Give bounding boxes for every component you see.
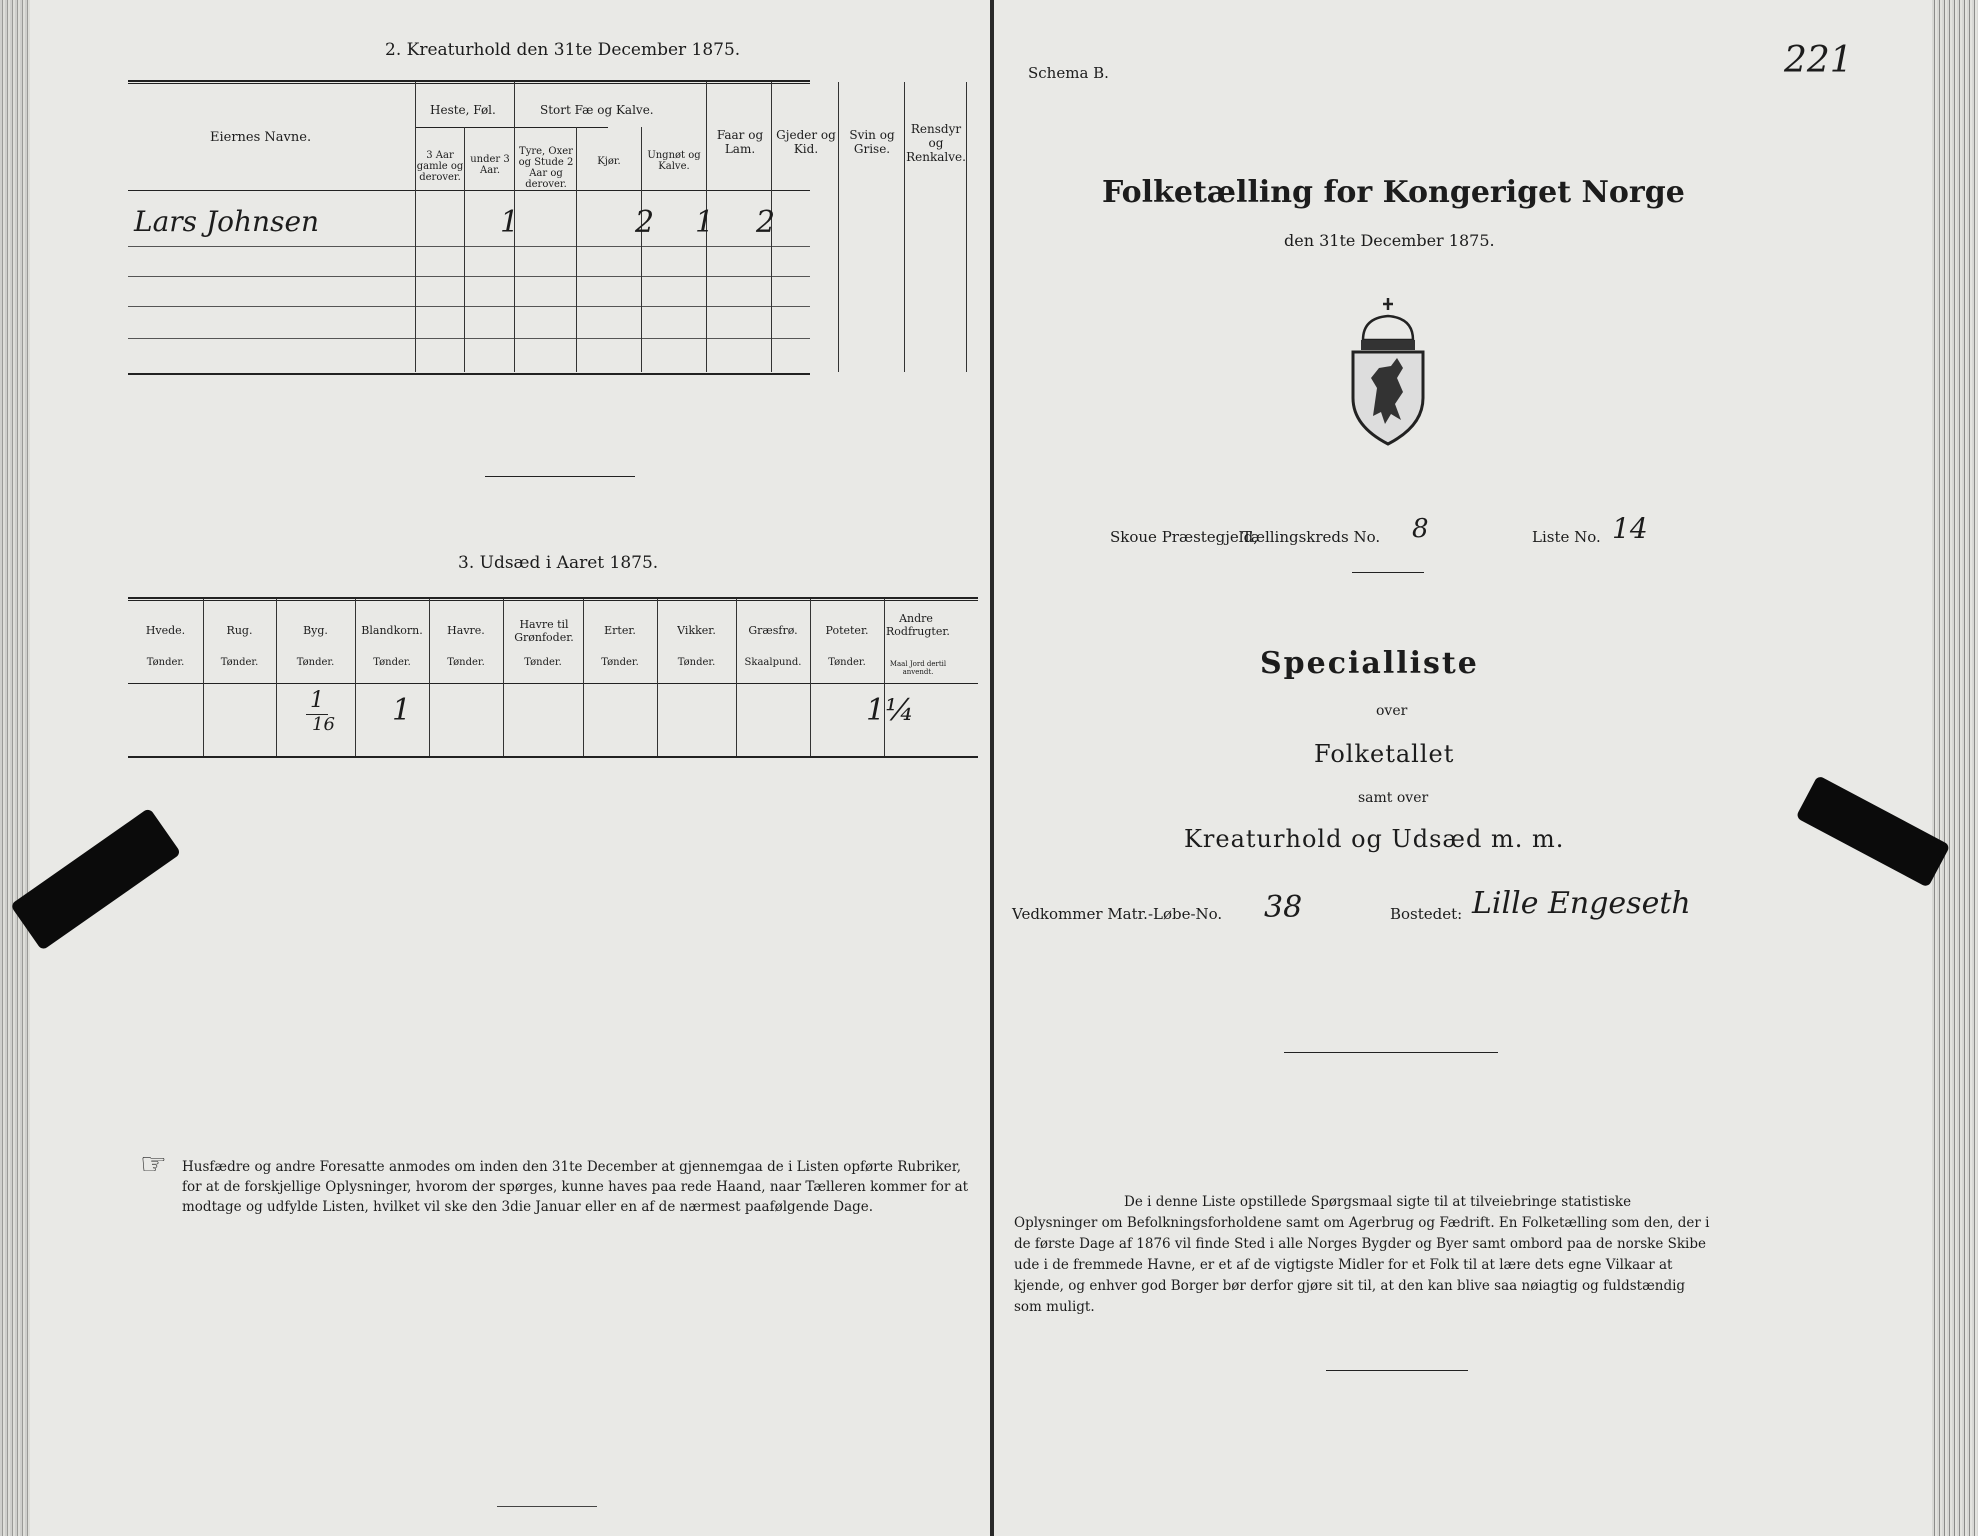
table3-col-rule xyxy=(429,599,430,756)
udsaed-unit: Tønder. xyxy=(601,657,639,668)
udsaed-unit: Maal Jord dertil anvendt. xyxy=(889,660,947,676)
footer-text: De i denne Liste opstillede Spørgsmaal sigte til at tilveiebringe statistiske Oplysninger om Befolkningsforholdene samt om Agerbrug og Fædrift. En Folketælling som den, der i de første Dage af 1876 vil finde Sted i alle Norges Bygder og Byer samt ombord paa de norske Skibe ude i de fremmede Havne, er et af de vigtigste Midler for et Folk til at lære dets egne Vilkaar at kjende, og enhver god Borger bør derfor gjøre sit til, at den kan blive saa nøiagtig og fuldstændig som muligt. xyxy=(1014,1194,1710,1315)
group-heste-header: Heste, Føl. xyxy=(430,103,496,117)
coat-of-arms-icon xyxy=(1347,296,1429,446)
section2-title: 2. Kreaturhold den 31te December 1875. xyxy=(385,40,741,60)
udsaed-unit: Tønder. xyxy=(524,657,562,668)
byg-denominator: 16 xyxy=(312,714,335,735)
udsaed-header-vikker: Vikker. xyxy=(677,624,716,637)
udsaed-unit: Skaalpund. xyxy=(744,657,802,668)
separator-rule xyxy=(1352,572,1424,573)
col-tyre-header: Tyre, Oxer og Stude 2 Aar og derover. xyxy=(518,146,574,190)
krets-value: 8 xyxy=(1412,514,1429,544)
udsaed-header-hvede: Hvede. xyxy=(145,624,186,637)
udsaed-header-poteter: Poteter. xyxy=(825,624,869,637)
poteter-value: 1¼ xyxy=(866,693,915,728)
table2-header-rule xyxy=(128,190,810,191)
kreaturhold-title: Kreaturhold og Udsæd m. m. xyxy=(1184,825,1565,853)
main-title: Folketælling for Kongeriget Norge xyxy=(1102,175,1685,210)
udsaed-unit: Tønder. xyxy=(220,657,259,668)
table2-row-rule xyxy=(128,306,810,307)
bottom-rule xyxy=(1326,1370,1468,1371)
page-number: 221 xyxy=(1784,40,1853,81)
udsaed-unit: Tønder. xyxy=(677,657,716,668)
col-gjeder-header: Gjeder og Kid. xyxy=(776,128,836,156)
folketallet-title: Folketallet xyxy=(1314,740,1455,768)
udsaed-unit: Tønder. xyxy=(828,657,866,668)
matr-value: 38 xyxy=(1264,890,1303,925)
table2-col-rule xyxy=(838,82,839,372)
owner-name: Lars Johnsen xyxy=(134,205,320,238)
separator-rule xyxy=(485,476,635,477)
over-label: over xyxy=(1376,703,1408,719)
presteg-label: Skoue Præstegjeld, xyxy=(1110,528,1258,546)
table3-col-rule xyxy=(583,599,584,756)
table3-header-rule xyxy=(128,683,978,684)
udsaed-header-graesfro: Græsfrø. xyxy=(748,624,798,637)
table2-row-rule xyxy=(128,338,810,339)
faar-value: 2 xyxy=(756,205,776,240)
byg-numerator: 1 xyxy=(310,688,324,713)
table2-col-rule xyxy=(415,82,416,372)
bostedet-value: Lille Engeseth xyxy=(1472,886,1691,921)
table3-col-rule xyxy=(203,599,204,756)
col-ungnot-header: Ungnøt og Kalve. xyxy=(647,150,701,172)
col-kjor-header: Kjør. xyxy=(597,156,621,167)
table2-col-rule xyxy=(904,82,905,372)
blandkorn-value: 1 xyxy=(392,693,412,728)
udsaed-header-havre: Havre. xyxy=(447,624,485,637)
table2-row-rule xyxy=(128,276,810,277)
table2-col-rule xyxy=(576,127,577,372)
table2-top-rule xyxy=(128,80,810,82)
table2-bottom-rule xyxy=(128,373,810,375)
udsaed-unit: Tønder. xyxy=(447,657,485,668)
udsaed-header-byg: Byg. xyxy=(303,624,328,637)
col-heste-a-header: 3 Aar gamle og derover. xyxy=(416,150,464,183)
kjor-value: 2 xyxy=(635,205,655,240)
book-right-edge xyxy=(1932,0,1978,1536)
pointing-hand-icon: ☞ xyxy=(140,1147,167,1182)
bostedet-label: Bostedet: xyxy=(1390,905,1463,923)
specialliste-title: Specialliste xyxy=(1260,646,1479,681)
udsaed-header-havre-gronfoder: Havre til Grønfoder. xyxy=(514,618,574,644)
udsaed-unit: Tønder. xyxy=(373,657,411,668)
udsaed-header-andre: Andre Rodfrugter. xyxy=(886,612,950,638)
krets-label: Tællingskreds No. xyxy=(1242,528,1381,546)
liste-label: Liste No. xyxy=(1532,528,1601,546)
table3-top-rule-thin xyxy=(128,600,978,601)
col-owner-header: Eiernes Navne. xyxy=(210,130,312,145)
bottom-rule xyxy=(497,1506,597,1507)
table3-col-rule xyxy=(657,599,658,756)
table2-col-rule xyxy=(464,127,465,372)
schema-label: Schema B. xyxy=(1028,64,1109,82)
table3-col-rule xyxy=(355,599,356,756)
heste-under-3-value: 1 xyxy=(500,205,520,240)
table3-col-rule xyxy=(884,599,885,756)
table2-col-rule xyxy=(966,82,967,372)
table3-bottom-rule xyxy=(128,756,978,758)
matr-label: Vedkommer Matr.-Løbe-No. xyxy=(1012,905,1223,923)
table3-top-rule xyxy=(128,597,978,599)
table3-col-rule xyxy=(810,599,811,756)
group-stort-header: Stort Fæ og Kalve. xyxy=(540,103,654,117)
samt-over-label: samt over xyxy=(1358,790,1429,806)
ungnot-value: 1 xyxy=(695,205,715,240)
table2-group-rule xyxy=(416,127,608,128)
table2-col-rule xyxy=(641,127,642,372)
census-date: den 31te December 1875. xyxy=(1284,231,1495,250)
table3-col-rule xyxy=(736,599,737,756)
udsaed-header-rug: Rug. xyxy=(226,624,253,637)
udsaed-unit: Tønder. xyxy=(296,657,335,668)
udsaed-unit: Tønder. xyxy=(146,657,185,668)
table2-row-rule xyxy=(128,246,810,247)
udsaed-header-blandkorn: Blandkorn. xyxy=(361,624,423,637)
col-svin-header: Svin og Grise. xyxy=(849,128,895,156)
left-page xyxy=(30,0,990,1536)
table2-top-rule-thin xyxy=(128,83,810,84)
table3-col-rule xyxy=(503,599,504,756)
col-rensdyr-header: Rensdyr og Renkalve. xyxy=(906,122,966,164)
col-faar-header: Faar og Lam. xyxy=(716,128,764,156)
udsaed-header-erter: Erter. xyxy=(604,624,636,637)
table3-col-rule xyxy=(276,599,277,756)
col-heste-b-header: under 3 Aar. xyxy=(470,154,510,176)
separator-rule xyxy=(1284,1052,1498,1053)
section3-title: 3. Udsæd i Aaret 1875. xyxy=(458,553,659,573)
liste-value: 14 xyxy=(1612,512,1648,545)
notice-text: Husfædre og andre Foresatte anmodes om inden den 31te December at gjennemgaa de i Listen opførte Rubriker, for at de forskjellige Oplysninger, hvorom der spørges, kunne haves paa rede Haand, naar Tælleren kommer for at modtage og udfylde Listen, hvilket vil ske den 3die Januar eller en af de nærmest paafølgende Dage. xyxy=(182,1159,969,1215)
book-left-edge xyxy=(0,0,30,1536)
right-page xyxy=(994,0,1932,1536)
